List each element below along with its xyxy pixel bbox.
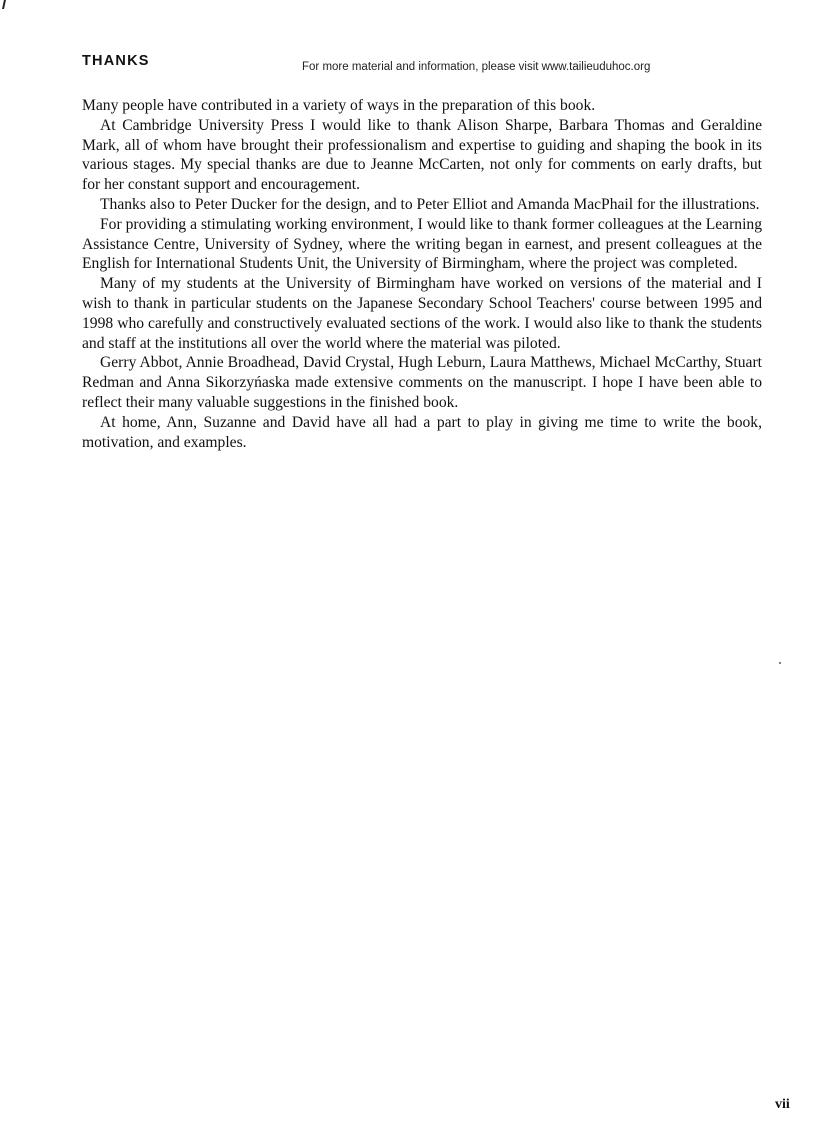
paragraph-colleagues-thanks: For providing a stimulating working environment, I would like to thank former colleagues at the Learning Assistance Centre, University of Sydney, where the writing began in earnest, and present colleagues at the English for International Students Unit, the University of Birmingham, where the project was completed.	[82, 215, 762, 273]
paragraph-students-thanks: Many of my students at the University of Birmingham have worked on versions of the material and I wish to thank in particular students on the Japanese Secondary School Teachers' course between 1995 and 1998 who carefully and constructively evaluated sections of the work. I would also like to thank the students and staff at the institutions all over the world where the material was piloted.	[82, 275, 762, 352]
paragraph-family-thanks: At home, Ann, Suzanne and David have all had a part to play in giving me time to write the book, motivation, and examples.	[82, 413, 762, 451]
source-note: For more material and information, please visit www.tailieuduhoc.org	[302, 61, 651, 73]
scan-corner-mark	[2, 0, 6, 9]
acknowledgements-body	[82, 96, 762, 452]
paragraph-reviewers-thanks: Gerry Abbot, Annie Broadhead, David Crystal, Hugh Leburn, Laura Matthews, Michael McCarthy, Stuart Redman and Anna Sikorzyńaska made extensive comments on the manuscript. I hope I have been able to reflect their many valuable suggestions in the finished book.	[82, 354, 762, 411]
paragraph-press-thanks: At Cambridge University Press I would like to thank Alison Sharpe, Barbara Thomas and Geraldine Mark, all of whom have brought their professionalism and expertise to guiding and shaping the book in its various stages. My special thanks are due to Jeanne McCarten, not only for comments on early drafts, but for her constant support and encouragement.	[82, 116, 762, 194]
page-number: vii	[775, 1097, 790, 1112]
paragraph-design-thanks: Thanks also to Peter Ducker for the design, and to Peter Elliot and Amanda MacPhail for the illustrations.	[100, 195, 760, 213]
page-title: THANKS	[82, 53, 150, 69]
paragraph-intro: Many people have contributed in a variety of ways in the preparation of this book.	[82, 97, 596, 114]
scan-speck	[779, 662, 781, 664]
